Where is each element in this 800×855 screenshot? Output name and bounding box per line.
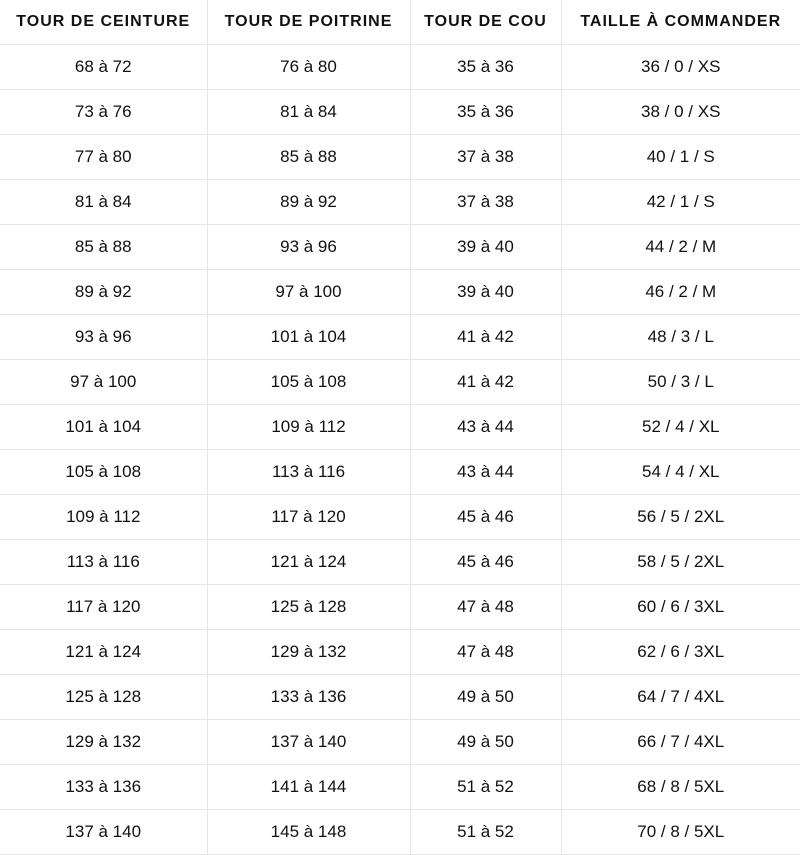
table-row <box>0 585 800 630</box>
cell-chest: 81 à 84 <box>207 90 410 135</box>
header-size-to-order: TAILLE À COMMANDER <box>561 0 800 45</box>
cell-chest: 109 à 112 <box>207 405 410 450</box>
cell-neck: 51 à 52 <box>410 765 561 810</box>
cell-neck: 43 à 44 <box>410 450 561 495</box>
cell-chest: 101 à 104 <box>207 315 410 360</box>
cell-waist: 68 à 72 <box>0 45 207 90</box>
cell-chest: 121 à 124 <box>207 540 410 585</box>
cell-waist: 109 à 112 <box>0 495 207 540</box>
cell-neck: 49 à 50 <box>410 675 561 720</box>
cell-size: 68 / 8 / 5XL <box>561 765 800 810</box>
cell-waist: 77 à 80 <box>0 135 207 180</box>
table-row <box>0 720 800 765</box>
cell-chest: 117 à 120 <box>207 495 410 540</box>
cell-size: 48 / 3 / L <box>561 315 800 360</box>
cell-size: 52 / 4 / XL <box>561 405 800 450</box>
table-row <box>0 630 800 675</box>
cell-neck: 45 à 46 <box>410 495 561 540</box>
cell-waist: 85 à 88 <box>0 225 207 270</box>
table-body <box>0 45 800 855</box>
cell-neck: 45 à 46 <box>410 540 561 585</box>
table-row <box>0 765 800 810</box>
table-row <box>0 90 800 135</box>
cell-chest: 97 à 100 <box>207 270 410 315</box>
cell-chest: 93 à 96 <box>207 225 410 270</box>
cell-chest: 133 à 136 <box>207 675 410 720</box>
cell-size: 40 / 1 / S <box>561 135 800 180</box>
cell-chest: 76 à 80 <box>207 45 410 90</box>
cell-chest: 137 à 140 <box>207 720 410 765</box>
cell-chest: 141 à 144 <box>207 765 410 810</box>
cell-waist: 121 à 124 <box>0 630 207 675</box>
header-row <box>0 0 800 45</box>
cell-size: 46 / 2 / M <box>561 270 800 315</box>
cell-neck: 49 à 50 <box>410 720 561 765</box>
table-row <box>0 135 800 180</box>
cell-size: 60 / 6 / 3XL <box>561 585 800 630</box>
table-row <box>0 360 800 405</box>
cell-neck: 39 à 40 <box>410 270 561 315</box>
cell-neck: 41 à 42 <box>410 360 561 405</box>
cell-waist: 101 à 104 <box>0 405 207 450</box>
cell-size: 70 / 8 / 5XL <box>561 810 800 855</box>
cell-neck: 47 à 48 <box>410 630 561 675</box>
table-row <box>0 450 800 495</box>
table-row <box>0 495 800 540</box>
cell-size: 56 / 5 / 2XL <box>561 495 800 540</box>
table-row <box>0 225 800 270</box>
cell-waist: 81 à 84 <box>0 180 207 225</box>
table-row <box>0 45 800 90</box>
cell-neck: 43 à 44 <box>410 405 561 450</box>
table-header <box>0 0 800 45</box>
cell-chest: 145 à 148 <box>207 810 410 855</box>
cell-chest: 89 à 92 <box>207 180 410 225</box>
header-chest: TOUR DE POITRINE <box>207 0 410 45</box>
cell-size: 38 / 0 / XS <box>561 90 800 135</box>
cell-waist: 137 à 140 <box>0 810 207 855</box>
cell-waist: 133 à 136 <box>0 765 207 810</box>
table-row <box>0 315 800 360</box>
cell-neck: 39 à 40 <box>410 225 561 270</box>
cell-size: 36 / 0 / XS <box>561 45 800 90</box>
cell-chest: 105 à 108 <box>207 360 410 405</box>
cell-size: 58 / 5 / 2XL <box>561 540 800 585</box>
cell-chest: 113 à 116 <box>207 450 410 495</box>
cell-neck: 51 à 52 <box>410 810 561 855</box>
table-row <box>0 540 800 585</box>
cell-size: 62 / 6 / 3XL <box>561 630 800 675</box>
cell-waist: 113 à 116 <box>0 540 207 585</box>
table-row <box>0 405 800 450</box>
table-row <box>0 180 800 225</box>
cell-neck: 37 à 38 <box>410 135 561 180</box>
cell-waist: 89 à 92 <box>0 270 207 315</box>
header-waist: TOUR DE CEINTURE <box>0 0 207 45</box>
cell-waist: 93 à 96 <box>0 315 207 360</box>
cell-neck: 47 à 48 <box>410 585 561 630</box>
cell-waist: 125 à 128 <box>0 675 207 720</box>
table-row <box>0 810 800 855</box>
cell-neck: 35 à 36 <box>410 45 561 90</box>
cell-waist: 105 à 108 <box>0 450 207 495</box>
cell-size: 44 / 2 / M <box>561 225 800 270</box>
cell-size: 42 / 1 / S <box>561 180 800 225</box>
cell-chest: 85 à 88 <box>207 135 410 180</box>
table-row <box>0 270 800 315</box>
cell-size: 64 / 7 / 4XL <box>561 675 800 720</box>
cell-waist: 97 à 100 <box>0 360 207 405</box>
cell-chest: 125 à 128 <box>207 585 410 630</box>
cell-size: 50 / 3 / L <box>561 360 800 405</box>
cell-neck: 37 à 38 <box>410 180 561 225</box>
cell-size: 66 / 7 / 4XL <box>561 720 800 765</box>
cell-size: 54 / 4 / XL <box>561 450 800 495</box>
cell-waist: 117 à 120 <box>0 585 207 630</box>
cell-chest: 129 à 132 <box>207 630 410 675</box>
table-row <box>0 675 800 720</box>
cell-neck: 41 à 42 <box>410 315 561 360</box>
cell-neck: 35 à 36 <box>410 90 561 135</box>
cell-waist: 73 à 76 <box>0 90 207 135</box>
header-neck: TOUR DE COU <box>410 0 561 45</box>
cell-waist: 129 à 132 <box>0 720 207 765</box>
